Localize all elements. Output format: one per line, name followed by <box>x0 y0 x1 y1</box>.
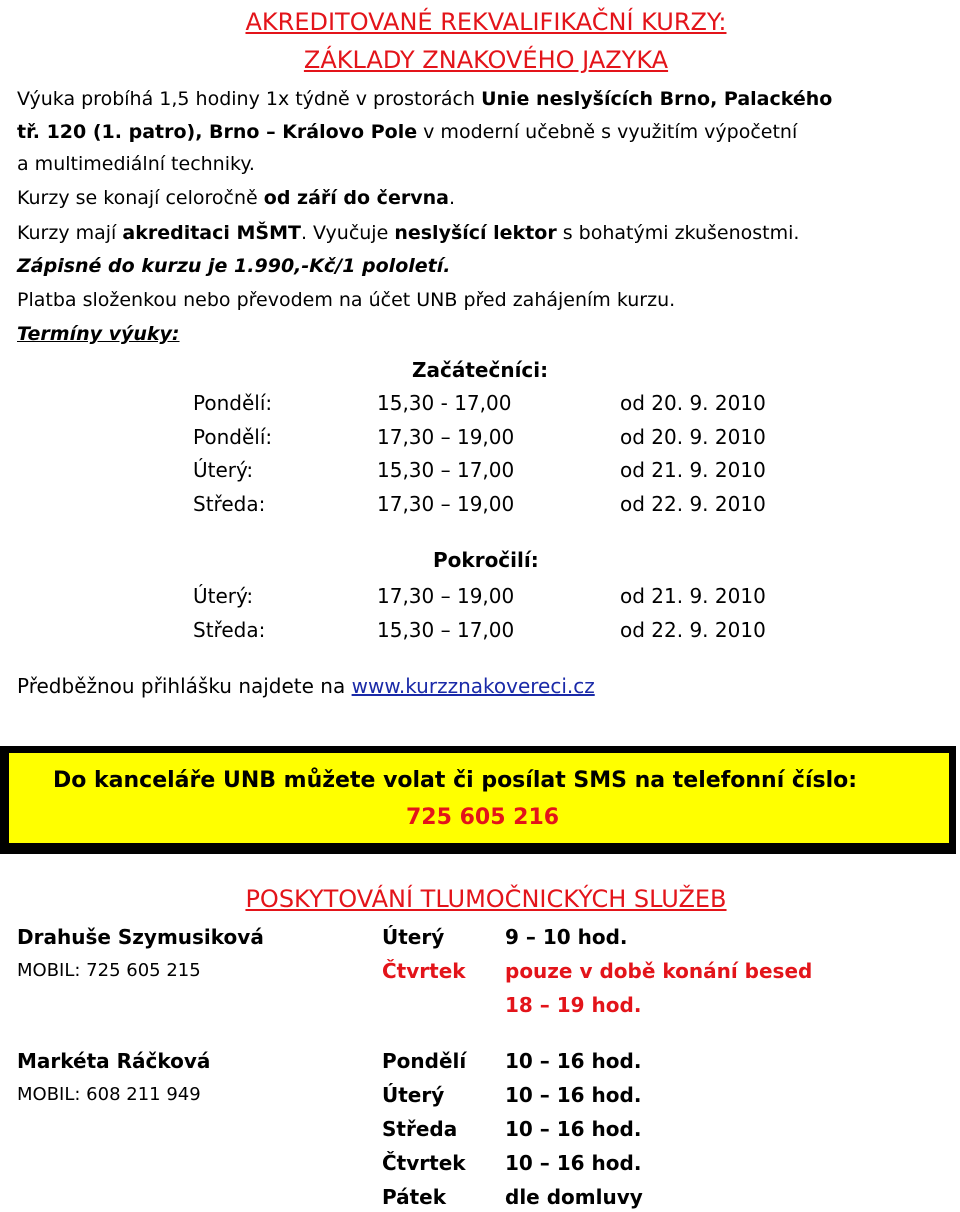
interpreter-hours: 18 – 19 hod. <box>505 993 642 1017</box>
interpreter-day: Úterý <box>382 925 445 949</box>
beginners-row-time: 15,30 - 17,00 <box>377 391 512 415</box>
interpreter-day: Čtvrtek <box>382 1151 466 1175</box>
interpreter-hours: pouze v době konání besed <box>505 959 813 983</box>
schedule-period: od září do června <box>263 187 449 209</box>
interpreter-day: Pondělí <box>382 1049 467 1073</box>
office-phone-number: 725 605 216 <box>406 805 560 830</box>
beginners-row-start-date: od 22. 9. 2010 <box>620 491 766 516</box>
beginners-row-start-date: od 21. 9. 2010 <box>620 458 766 482</box>
intro-line-2 <box>17 123 797 142</box>
office-call-text: Do kanceláře UNB můžete volat či posílat SMS na telefonní číslo: <box>53 768 858 793</box>
beginners-row-day: Pondělí: <box>193 391 273 415</box>
interpreter-mobile: MOBIL: 608 211 949 <box>17 1084 201 1105</box>
interpreter-name: Drahuše Szymusiková <box>17 925 264 949</box>
registration-line <box>17 676 595 696</box>
interpreter-hours: dle domluvy <box>505 1185 643 1209</box>
interpreter-hours: 10 – 16 hod. <box>505 1083 642 1107</box>
experience-text: s bohatými zkušenostmi. <box>556 222 800 244</box>
accreditation-note <box>17 224 799 243</box>
course-title: AKREDITOVANÉ REKVALIFIKAČNÍ KURZY: <box>245 8 727 36</box>
advanced-row-day: Úterý: <box>193 584 254 608</box>
intro-classroom: v moderní učebně s využitím výpočetní <box>417 121 798 143</box>
schedule-note-text: Kurzy se konají celoročně <box>17 187 264 209</box>
beginners-row-time: 17,30 – 19,00 <box>377 424 515 449</box>
intro-line-3: a multimediální techniky. <box>17 153 255 175</box>
advanced-heading: Pokročilí: <box>433 548 539 572</box>
beginners-row-start-date: od 20. 9. 2010 <box>620 391 766 415</box>
interpreter-hours: 10 – 16 hod. <box>505 1117 642 1141</box>
interpreter-day: Úterý <box>382 1083 445 1107</box>
advanced-row-start-date: od 22. 9. 2010 <box>620 618 766 642</box>
interpreter-day: Čtvrtek <box>382 959 466 983</box>
beginners-row-day: Pondělí: <box>193 424 273 449</box>
beginners-row-time: 17,30 – 19,00 <box>377 491 515 516</box>
beginners-row-day: Středa: <box>193 491 266 516</box>
lecturer-text: . Vyučuje <box>300 222 395 244</box>
beginners-row-day: Úterý: <box>193 458 254 482</box>
registration-link[interactable]: www.kurzznakovereci.cz <box>351 674 595 698</box>
advanced-row-time: 17,30 – 19,00 <box>377 584 515 608</box>
schedule-note-end: . <box>448 187 455 209</box>
course-subtitle: ZÁKLADY ZNAKOVÉHO JAZYKA <box>303 46 669 74</box>
interpreting-title: POSKYTOVÁNÍ TLUMOČNICKÝCH SLUŽEB <box>245 885 727 913</box>
accreditation-label: akreditaci MŠMT <box>122 222 301 244</box>
fee-text: Zápisné do kurzu je 1.990,-Kč/1 pololetí. <box>17 255 451 277</box>
interpreter-hours: 9 – 10 hod. <box>505 925 628 949</box>
office-contact-box <box>0 746 956 854</box>
schedule-note <box>17 189 455 208</box>
payment-text: Platba složenkou nebo převodem na účet UNB před zahájením kurzu. <box>17 289 676 311</box>
interpreter-hours: 10 – 16 hod. <box>505 1049 642 1073</box>
advanced-row-time: 15,30 – 17,00 <box>377 618 515 642</box>
beginners-row-start-date: od 20. 9. 2010 <box>620 424 766 449</box>
intro-location: Unie neslyšících Brno, Palackého <box>481 88 833 110</box>
accreditation-text: Kurzy mají <box>17 222 123 244</box>
interpreter-name: Markéta Ráčková <box>17 1049 211 1073</box>
intro-line-1 <box>17 90 832 109</box>
interpreter-day: Středa <box>382 1117 458 1141</box>
advanced-row-start-date: od 21. 9. 2010 <box>620 584 766 608</box>
lecturer-label: neslyšící lektor <box>394 222 557 244</box>
office-contact-inner <box>9 753 949 843</box>
interpreter-day: Pátek <box>382 1185 447 1209</box>
intro-address: tř. 120 (1. patro), Brno – Královo Pole <box>17 121 418 143</box>
intro-text: Výuka probíhá 1,5 hodiny 1x týdně v prostorách <box>17 88 482 110</box>
beginners-row-time: 15,30 – 17,00 <box>377 458 515 482</box>
beginners-heading: Začátečníci: <box>412 358 549 382</box>
terms-heading: Termíny výuky: <box>17 323 180 345</box>
advanced-row-day: Středa: <box>193 618 266 642</box>
interpreter-mobile: MOBIL: 725 605 215 <box>17 960 201 981</box>
interpreter-hours: 10 – 16 hod. <box>505 1151 642 1175</box>
registration-text: Předběžnou přihlášku najdete na <box>17 674 352 698</box>
